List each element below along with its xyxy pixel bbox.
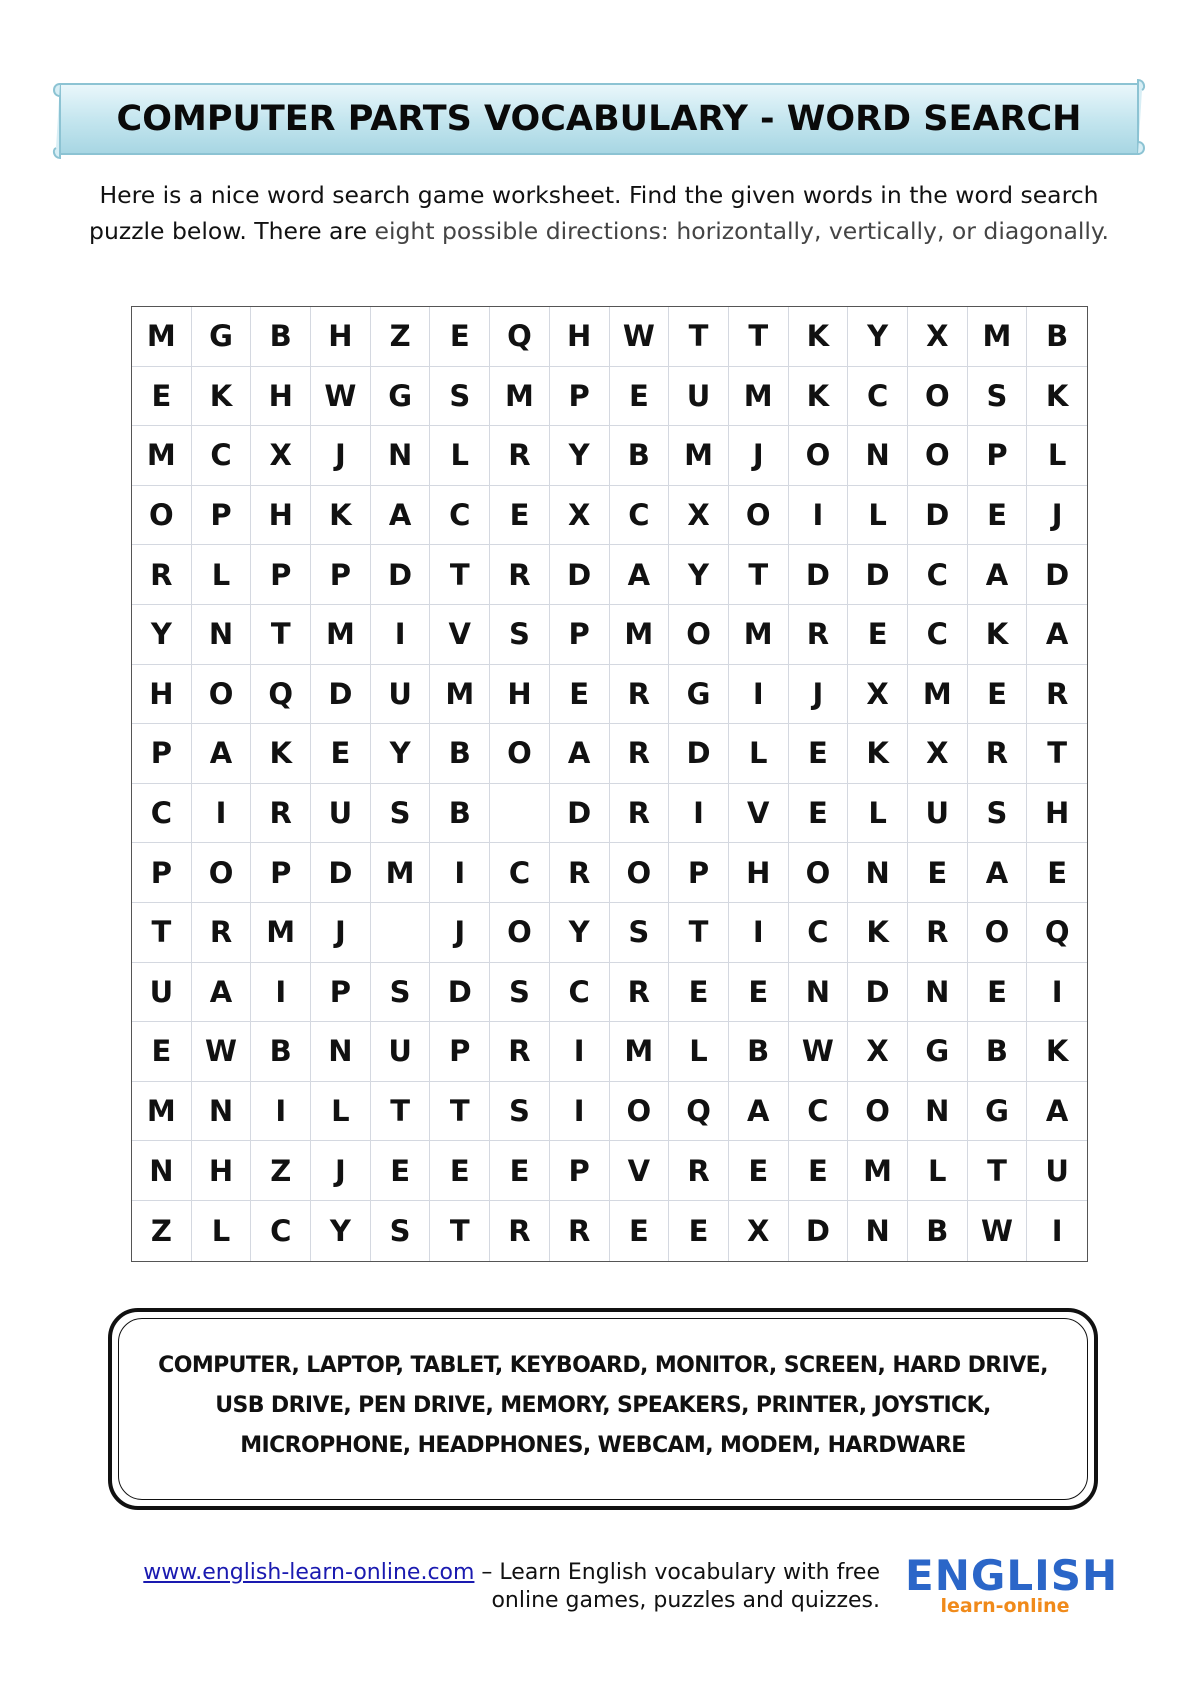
grid-cell: L <box>848 784 908 844</box>
grid-cell: C <box>192 426 252 486</box>
grid-cell: A <box>192 724 252 784</box>
grid-cell: E <box>490 486 550 546</box>
grid-cell: H <box>192 1141 252 1201</box>
grid-cell: E <box>371 1141 431 1201</box>
grid-cell: R <box>789 605 849 665</box>
grid-cell: Y <box>311 1201 371 1261</box>
grid-cell: E <box>132 1022 192 1082</box>
grid-cell: B <box>251 307 311 367</box>
intro-line-1: Here is a nice word search game worksheet. Find the given words in the word search <box>99 181 1099 209</box>
grid-cell: O <box>968 903 1028 963</box>
grid-cell: G <box>192 307 252 367</box>
grid-cell: K <box>968 605 1028 665</box>
grid-cell: I <box>430 843 490 903</box>
grid-cell: H <box>729 843 789 903</box>
grid-cell: O <box>192 665 252 725</box>
grid-cell: L <box>430 426 490 486</box>
grid-cell: W <box>311 367 371 427</box>
grid-cell: M <box>610 605 670 665</box>
grid-cell: T <box>251 605 311 665</box>
grid-cell: K <box>251 724 311 784</box>
grid-cell: B <box>430 784 490 844</box>
grid-cell: C <box>908 545 968 605</box>
grid-cell: I <box>550 1082 610 1142</box>
grid-cell: T <box>729 307 789 367</box>
grid-cell: S <box>968 367 1028 427</box>
grid-cell: O <box>490 724 550 784</box>
grid-cell: E <box>669 1201 729 1261</box>
grid-cell: K <box>1027 367 1087 427</box>
logo-sub-text: learn-online <box>940 1595 1070 1617</box>
grid-cell: E <box>132 367 192 427</box>
grid-cell: O <box>789 843 849 903</box>
grid-cell: Y <box>848 307 908 367</box>
grid-cell: T <box>729 545 789 605</box>
grid-cell: A <box>192 963 252 1023</box>
grid-cell: P <box>550 1141 610 1201</box>
intro-text <box>50 177 1148 249</box>
grid-cell: X <box>669 486 729 546</box>
grid-cell: I <box>251 1082 311 1142</box>
grid-cell: R <box>490 545 550 605</box>
grid-cell: Q <box>669 1082 729 1142</box>
grid-cell: O <box>490 903 550 963</box>
site-logo <box>905 1551 1119 1617</box>
grid-cell: C <box>132 784 192 844</box>
grid-cell: P <box>311 545 371 605</box>
word-list-line-3: MICROPHONE, HEADPHONES, WEBCAM, MODEM, HARDWARE <box>240 1433 966 1458</box>
grid-cell: P <box>430 1022 490 1082</box>
grid-cell: J <box>729 426 789 486</box>
grid-cell: K <box>848 724 908 784</box>
grid-cell: B <box>729 1022 789 1082</box>
grid-cell: K <box>848 903 908 963</box>
grid-cell: Y <box>550 903 610 963</box>
grid-cell: T <box>430 1082 490 1142</box>
grid-cell: G <box>968 1082 1028 1142</box>
grid-cell: Y <box>669 545 729 605</box>
grid-cell: Y <box>132 605 192 665</box>
grid-cell: W <box>789 1022 849 1082</box>
grid-cell: M <box>311 605 371 665</box>
grid-cell: L <box>669 1022 729 1082</box>
grid-cell: R <box>610 724 670 784</box>
grid-cell: R <box>908 903 968 963</box>
grid-cell: A <box>550 724 610 784</box>
grid-cell: R <box>251 784 311 844</box>
grid-cell: Q <box>251 665 311 725</box>
grid-cell: L <box>192 1201 252 1261</box>
grid-cell: C <box>789 1082 849 1142</box>
grid-cell: X <box>550 486 610 546</box>
grid-cell: V <box>430 605 490 665</box>
grid-cell: X <box>251 426 311 486</box>
grid-cell: G <box>908 1022 968 1082</box>
grid-cell: P <box>251 545 311 605</box>
grid-cell: X <box>848 665 908 725</box>
grid-cell: O <box>908 426 968 486</box>
grid-cell: A <box>968 843 1028 903</box>
grid-cell: E <box>430 307 490 367</box>
grid-cell: B <box>968 1022 1028 1082</box>
grid-cell: N <box>908 1082 968 1142</box>
grid-cell: E <box>729 963 789 1023</box>
grid-cell: I <box>1027 963 1087 1023</box>
grid-cell: C <box>251 1201 311 1261</box>
grid-cell: L <box>192 545 252 605</box>
grid-cell: M <box>729 367 789 427</box>
grid-cell: M <box>729 605 789 665</box>
grid-cell: A <box>1027 605 1087 665</box>
grid-cell: H <box>490 665 550 725</box>
grid-cell: T <box>430 545 490 605</box>
footer-text <box>100 1559 880 1615</box>
grid-cell: R <box>132 545 192 605</box>
grid-cell: Z <box>371 307 431 367</box>
grid-cell: M <box>371 843 431 903</box>
grid-cell: M <box>251 903 311 963</box>
grid-cell: U <box>132 963 192 1023</box>
grid-cell: W <box>192 1022 252 1082</box>
grid-cell: O <box>192 843 252 903</box>
grid-cell: D <box>311 843 371 903</box>
grid-cell: V <box>729 784 789 844</box>
grid-cell: D <box>789 545 849 605</box>
grid-cell: M <box>968 307 1028 367</box>
grid-cell: C <box>848 367 908 427</box>
grid-cell: T <box>430 1201 490 1261</box>
grid-cell: H <box>1027 784 1087 844</box>
grid-cell: D <box>848 545 908 605</box>
grid-cell: E <box>968 665 1028 725</box>
grid-cell: D <box>789 1201 849 1261</box>
grid-cell: N <box>311 1022 371 1082</box>
grid-cell: R <box>550 843 610 903</box>
grid-cell: J <box>311 426 371 486</box>
grid-cell: J <box>311 903 371 963</box>
grid-cell: L <box>311 1082 371 1142</box>
grid-cell: M <box>669 426 729 486</box>
grid-cell: K <box>789 307 849 367</box>
grid-cell: Y <box>550 426 610 486</box>
grid-cell: E <box>311 724 371 784</box>
word-list <box>112 1346 1094 1466</box>
grid-cell: M <box>430 665 490 725</box>
intro-line-2 <box>50 213 1148 249</box>
grid-cell: Q <box>490 307 550 367</box>
grid-cell: I <box>1051 1213 1063 1248</box>
grid-cell: C <box>490 843 550 903</box>
grid-cell: H <box>550 307 610 367</box>
grid-cell: S <box>490 605 550 665</box>
grid-cell: C <box>789 903 849 963</box>
grid-cell: E <box>610 1201 670 1261</box>
grid-cell: E <box>908 843 968 903</box>
grid-cell: K <box>192 367 252 427</box>
title-banner <box>50 78 1148 160</box>
grid-cell: D <box>371 545 431 605</box>
grid-cell: B <box>908 1201 968 1261</box>
grid-cell: I <box>789 486 849 546</box>
grid-cell: R <box>968 724 1028 784</box>
footer-text-1: – Learn English vocabulary with free <box>474 1560 880 1585</box>
grid-cell: M <box>132 426 192 486</box>
grid-cell: D <box>550 545 610 605</box>
grid-cell: P <box>550 605 610 665</box>
grid-cell: T <box>669 903 729 963</box>
footer-line-1 <box>100 1559 880 1587</box>
logo-main-text: ENGLISH <box>905 1551 1119 1600</box>
grid-cell: O <box>729 486 789 546</box>
grid-cell: E <box>1027 843 1087 903</box>
grid-cell <box>490 784 550 844</box>
grid-cell: M <box>132 1082 192 1142</box>
grid-cell: R <box>490 426 550 486</box>
grid-cell: X <box>908 724 968 784</box>
grid-cell: Z <box>132 1201 192 1261</box>
grid-cell: P <box>968 426 1028 486</box>
grid-cell: R <box>669 1141 729 1201</box>
grid-cell: E <box>490 1141 550 1201</box>
grid-cell: R <box>192 903 252 963</box>
grid-cell: C <box>908 605 968 665</box>
grid-cell: B <box>1027 307 1087 367</box>
grid-cell: S <box>371 1201 431 1261</box>
grid-cell: U <box>371 665 431 725</box>
grid-cell: B <box>610 426 670 486</box>
grid-cell: O <box>669 605 729 665</box>
grid-cell: V <box>610 1141 670 1201</box>
grid-cell: D <box>669 724 729 784</box>
grid-cell: S <box>490 963 550 1023</box>
footer-line-2: online games, puzzles and quizzes. <box>491 1588 880 1613</box>
page-title: COMPUTER PARTS VOCABULARY - WORD SEARCH <box>116 99 1082 139</box>
grid-cell: N <box>848 1201 908 1261</box>
grid-cell: T <box>968 1141 1028 1201</box>
grid-cell: U <box>311 784 371 844</box>
grid-cell: E <box>789 724 849 784</box>
grid-cell: W <box>968 1201 1028 1261</box>
grid-cell: U <box>371 1022 431 1082</box>
grid-cell: X <box>908 307 968 367</box>
grid-cell: O <box>610 843 670 903</box>
grid-cell: N <box>848 843 908 903</box>
grid-cell: B <box>251 1022 311 1082</box>
grid-cell: X <box>729 1201 789 1261</box>
grid-cell: D <box>550 784 610 844</box>
grid-cell: D <box>848 963 908 1023</box>
grid-cell: T <box>1027 724 1087 784</box>
grid-cell: T <box>371 1082 431 1142</box>
grid-cell: T <box>132 903 192 963</box>
grid-cell: O <box>132 486 192 546</box>
grid-cell: Q <box>1027 903 1087 963</box>
grid-cell: S <box>371 963 431 1023</box>
word-list-line-2: USB DRIVE, PEN DRIVE, MEMORY, SPEAKERS, PRINTER, JOYSTICK, <box>215 1393 991 1418</box>
grid-cell: P <box>132 843 192 903</box>
grid-cell: E <box>729 1141 789 1201</box>
grid-cell: I <box>669 784 729 844</box>
grid-cell: O <box>610 1082 670 1142</box>
grid-cell: J <box>1027 486 1087 546</box>
grid-cell: S <box>430 367 490 427</box>
grid-cell: L <box>908 1141 968 1201</box>
grid-cell: L <box>848 486 908 546</box>
grid-cell: I <box>550 1022 610 1082</box>
grid-cell: M <box>132 307 192 367</box>
grid-cell: D <box>908 486 968 546</box>
grid-cell: I <box>729 903 789 963</box>
grid-cell: J <box>430 903 490 963</box>
grid-cell: S <box>490 1082 550 1142</box>
grid-cell: S <box>610 903 670 963</box>
website-link[interactable]: www.english-learn-online.com <box>143 1560 475 1585</box>
grid-cell: W <box>610 307 670 367</box>
intro-line-2-a: puzzle below. There are <box>89 217 375 245</box>
grid-cell: E <box>430 1141 490 1201</box>
grid-cell: N <box>371 426 431 486</box>
grid-cell: E <box>848 605 908 665</box>
grid-cell: A <box>610 545 670 605</box>
grid-cell: X <box>848 1022 908 1082</box>
grid-cell: E <box>789 1141 849 1201</box>
grid-cell: A <box>1027 1082 1087 1142</box>
grid-cell: N <box>192 605 252 665</box>
grid-cell: L <box>1027 426 1087 486</box>
grid-cell: N <box>848 426 908 486</box>
grid-cell: R <box>610 665 670 725</box>
grid-cell: E <box>968 963 1028 1023</box>
grid-cell: J <box>311 1141 371 1201</box>
grid-cell: B <box>430 724 490 784</box>
grid-cell: G <box>669 665 729 725</box>
grid-cell: K <box>311 486 371 546</box>
grid-cell: H <box>251 367 311 427</box>
grid-cell: E <box>550 665 610 725</box>
grid-cell <box>371 903 431 963</box>
grid-cell: H <box>251 486 311 546</box>
grid-cell: D <box>1027 545 1087 605</box>
grid-cell: L <box>729 724 789 784</box>
grid-cell: H <box>132 665 192 725</box>
grid-cell: M <box>610 1022 670 1082</box>
grid-cell: M <box>848 1141 908 1201</box>
grid-cell: U <box>1027 1141 1087 1201</box>
grid-cell: C <box>550 963 610 1023</box>
grid-cell: J <box>789 665 849 725</box>
word-list-line-1: COMPUTER, LAPTOP, TABLET, KEYBOARD, MONITOR, SCREEN, HARD DRIVE, <box>158 1353 1048 1378</box>
grid-cell: R <box>610 963 670 1023</box>
grid-cell: E <box>610 367 670 427</box>
grid-cell: I <box>192 784 252 844</box>
grid-cell: R <box>490 1201 550 1261</box>
grid-cell: M <box>908 665 968 725</box>
grid-cell: K <box>1027 1022 1087 1082</box>
grid-cell: E <box>669 963 729 1023</box>
grid-cell: R <box>490 1022 550 1082</box>
grid-cell: P <box>669 843 729 903</box>
grid-cell: R <box>550 1201 610 1261</box>
grid-cell: A <box>371 486 431 546</box>
grid-cell: T <box>669 307 729 367</box>
grid-cell: N <box>789 963 849 1023</box>
grid-cell: A <box>968 545 1028 605</box>
grid-cell: U <box>669 367 729 427</box>
grid-cell: I <box>729 665 789 725</box>
grid-cell: N <box>132 1141 192 1201</box>
grid-cell: Y <box>371 724 431 784</box>
grid-cell: O <box>908 367 968 427</box>
grid-cell: S <box>371 784 431 844</box>
grid-cell: H <box>311 307 371 367</box>
grid-cell: P <box>251 843 311 903</box>
grid-cell: N <box>192 1082 252 1142</box>
word-search-grid <box>131 306 1088 1262</box>
grid-cell: P <box>132 724 192 784</box>
grid-cell: Z <box>251 1141 311 1201</box>
grid-cell: P <box>311 963 371 1023</box>
grid-cell: P <box>192 486 252 546</box>
grid-cell: M <box>490 367 550 427</box>
grid-cell: I <box>371 605 431 665</box>
grid-cell: E <box>968 486 1028 546</box>
grid-cell: O <box>848 1082 908 1142</box>
intro-line-2-b: eight possible directions: horizontally, vertically, or diagonally. <box>374 217 1109 245</box>
grid-cell: K <box>789 367 849 427</box>
grid-cell: D <box>311 665 371 725</box>
grid-cell: E <box>789 784 849 844</box>
grid-cell: D <box>430 963 490 1023</box>
grid-cell: I <box>251 963 311 1023</box>
grid-cell: A <box>729 1082 789 1142</box>
grid-cell: R <box>1027 665 1087 725</box>
grid-cell: C <box>430 486 490 546</box>
grid-cell: S <box>968 784 1028 844</box>
grid-cell: U <box>908 784 968 844</box>
grid-cell: R <box>610 784 670 844</box>
grid-cell: P <box>550 367 610 427</box>
grid-cell: N <box>908 963 968 1023</box>
word-list-box <box>108 1308 1098 1510</box>
grid-cell: C <box>610 486 670 546</box>
grid-cell: O <box>789 426 849 486</box>
grid-cell: G <box>371 367 431 427</box>
